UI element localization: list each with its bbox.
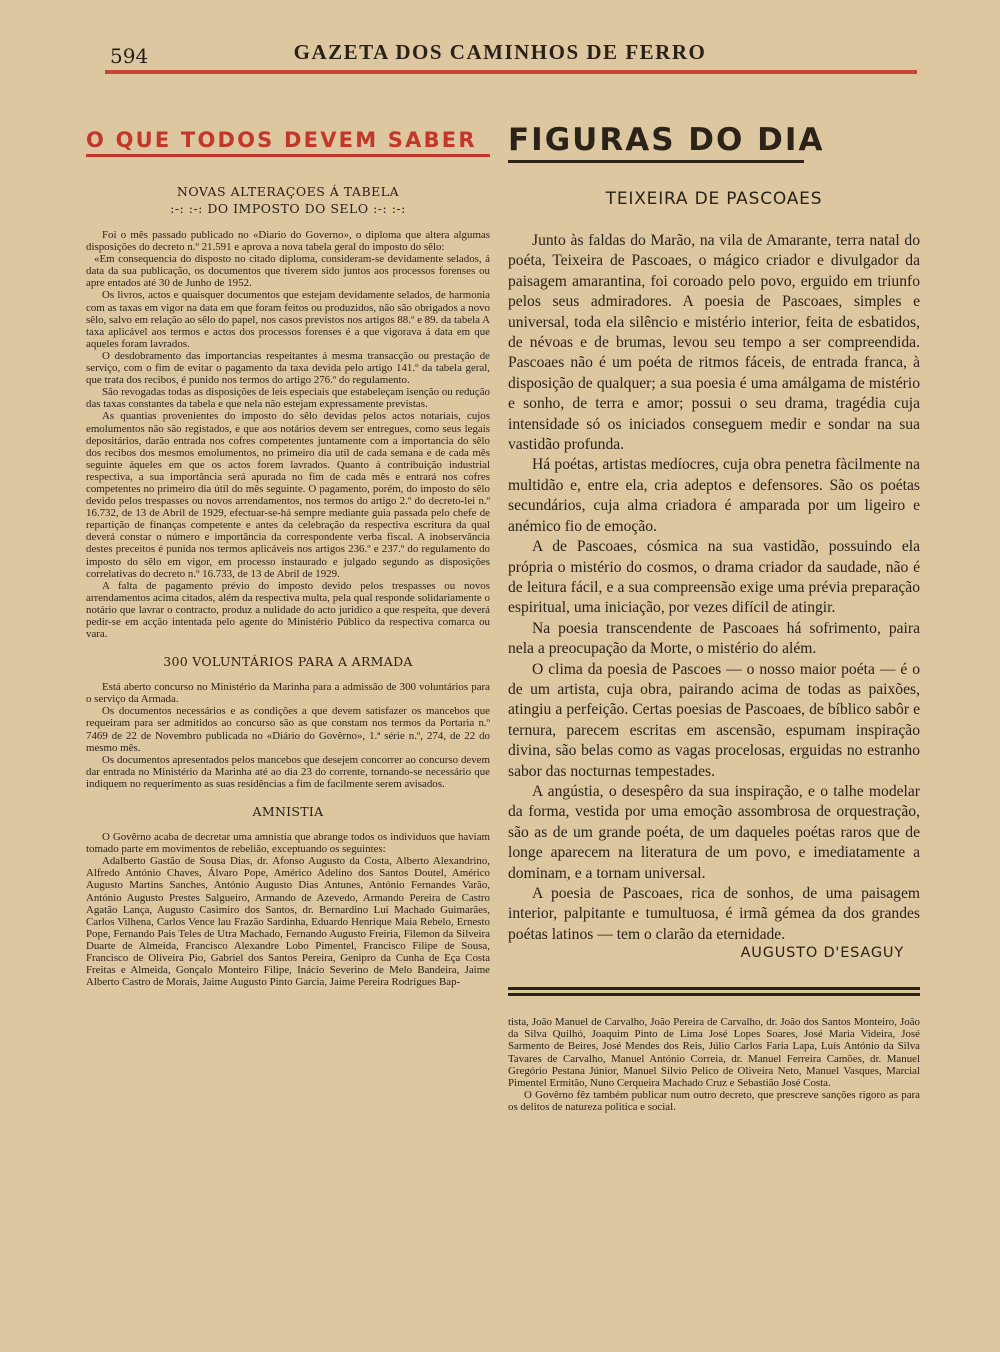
article-paragraph: O Govêrno acaba de decretar uma amnistia que abrange todos os individuos que haviam tomado parte em movimentos de rebelião, exceptuando os seguintes: — [86, 831, 490, 856]
left-column — [86, 128, 490, 988]
article-paragraph: Os livros, actos e quaisquer documentos que estejam devidamente selados, de harmonia com as taxas em vigor na data em que foram feitos ou produzidos, não são obrigados a novo sêlo, salvo em relação ao sêlo do papel, nos casos previstos nos artigos 88.º e 89. da tabela A taxa aplicável aos termos e actos dos processos forenses é a que vigorava á data em que aqueles foram lavrados. — [86, 289, 490, 350]
article-heading-teixeira: TEIXEIRA DE PASCOAES — [605, 189, 823, 209]
page-number: 594 — [110, 44, 149, 68]
article-paragraph: A de Pascoaes, cósmica na sua vastidão, possuindo ela própria o mistério do cosmos, o drama criador da saudade, não é de leitura fácil, e a sua compreensão exige uma prévia preparação espiritual, uma iniciação, por vezes difícil de atingir. — [508, 538, 920, 617]
article-paragraph: Os documentos necessários e as condições a que devem satisfazer os mancebos que requeiram para ser admitidos ao concurso são as que constam nos termos da Portaria n.º 7469 de 22 de Novembro publicada no «Diário do Govêrno», 1.ª série n.º, 274, de 22 do mesmo mês. — [86, 705, 490, 754]
double-rule-divider — [508, 987, 920, 996]
article-paragraph: A angústia, o desespêro da sua inspiração, e o talhe modelar da forma, vestida por uma emoção assombrosa de orquestração, são as de um grande poéta, de um daqueles poétas raros que de longe aparecem na literatura de um povo, e imediatamente a dominam, e a tornam universal. — [508, 782, 920, 882]
article-paragraph: Na poesia transcendente de Pascoaes há sofrimento, paira nela a preocupação da Morte, o mistério do além. — [508, 619, 920, 658]
article-paragraph: Junto às faldas do Marão, na vila de Amarante, terra natal do poéta, Teixeira de Pascoaes, o mágico criador e divulgador da paisagem amarantina, foi coroado pelo povo, erguido em triunfo pelos seus admiradores. A poesia de Pascoaes, simples e universal, toda ela silêncio e mistério interior, feita de esbatidos, de névoas e de brumas, levou seu tempo a ser compreendida. Pascoaes não é um poéta de ritmos fáceis, de entrada franca, à disposição de qualquer; a sua poesia é uma amálgama de mistério e sonho, de terra e amor; possui o seu drama, tragédia cuja intensidade só os iniciados conseguem medir e sondar na sua vastidão profunda. — [508, 232, 920, 454]
article-paragraph: A falta de pagamento prévio do imposto devido pelos trespasses ou novos arrendamentos acima citados, além da respectiva multa, pela qual responde solidariamente o notário que lavrar o contracto, produz a nulidade do acto juridico a que respeita, que deverá pedir-se em acção intentada pelo agente do Ministério Público da respectiva comarca ou vara. — [86, 579, 490, 641]
article-paragraph: São revogadas todas as disposições de leis especiais que estabeleçam isenção ou redução das taxas constantes da tabela e que nela não estejam expressamente previstas. — [86, 386, 490, 411]
article-paragraph: Adalberto Gastão de Sousa Dias, dr. Afonso Augusto da Costa, Alberto Alexandrino, Alfredo António Chaves, Álvaro Pope, Américo Adelino dos Santos Doutel, Américo Augusto Martins Sanches, António Augusto Dias Antunes, António Fernandes Varão, António Augusto Prestes Salgueiro, Armando de Azevedo, Armando Pereira de Castro Agatão Lança, Augusto Casimiro dos Santos, dr. Bernardino Luí Machado Guimarães, Carlos Vilhena, Carlos Vence lau Frazão Sardinha, Eduardo Henrique Maia Rebelo, Ernesto Pope, Fernando Pais Teles de Utra Machado, Fernando Augusto Freiria, Filemon da Silveira Duarte de Almeida, Francisco Alexandre Lobo Pimentel, Francisco Filipe de Sousa, Francisco de Oliveira Pio, Gabriel dos Santos Pereira, Genipro da Cunha de Eça Costa Freitas e Almeida, Gonçalo Monteiro Filipe, Inácio Severino de Melo Bandeira, Jaime Alberto Castro de Morais, Jaime Augusto Pinto Garcia, Jaime Pereira Rodrigues Bap- — [86, 855, 490, 989]
article-paragraph: tista, João Manuel de Carvalho, João Pereira de Carvalho, dr. João dos Santos Monteiro, João da Silva Quilhó, Joaquim Pinto de Lima José Lopes Soares, José Maria Videira, José Sarmento de Beires, José Mendes dos Reis, Júlio Carlos Faria Lapa, Luís António da Silva Tavares de Carvalho, Manuel António Correia, dr. Manuel Ferreira Camões, dr. Manuel Gregório Pestana Júnior, Manuel Silvio Pelico de Oliveira Neto, Manuel Vasques, Marcial Pimentel Ermitão, Nuno Cerqueira Machado Cruz e Sebastião José Costa. — [508, 1016, 920, 1089]
article-paragraph: Há poétas, artistas medíocres, cuja obra penetra fàcilmente na multidão e, entre ela, cria adeptos e defensores. São os poétas secundários, cuja alma criadora é amparada por um ligeiro e anémico fio de emoção. — [508, 456, 920, 535]
article-heading-selo-line1: NOVAS ALTERAÇOES Á TABELA — [176, 184, 400, 199]
publication-title: GAZETA DOS CAMINHOS DE FERRO — [293, 40, 707, 64]
article-paragraph: O clima da poesia de Pascoes — o nosso maior poéta — é o de um artista, cuja obra, pairando acima de todas as paixões, atingiu a perfeição. Certas poesias de Pascoaes, de bíblico sabôr e ternura, parecem escritas em ascensão, espumam inspiração divina, são belas como as vagas procelosas, erguidas no estranho sabor das nocturnas tempestades. — [508, 660, 920, 780]
article-paragraph: As quantias provenientes do imposto do sêlo devidas pelos actos notariais, cujos emolumentos não são registados, e que aos notários devem ser entregues, como seus legais depositários, darão entrada nos cofres competentes juntamente com a importancia do sêlo dos recibos dos mesmos emolumentos, no primeiro dia util de cada semana e de cada mês seguinte áqueles em que os actos forem lavrados. Quanto á contribuição industrial respectiva, a sua importância será apurada no fim de cada mês e entrará nos cofres competentes no primeiro dia útil do mês seguinte. O pagamento, porém, do imposto do sêlo devido pelos trespasses ou novos arrendamentos, nos termos do artigo 2.º do decreto-lei n.º 16.732, de 13 de Abril de 1929, efectuar-se-há sempre mediante guia passada pelo chefe de repartição de finanças competente e antes da celebração da respectiva escritura da qual deverá constar o número e importância da correspondente verba fiscal. A inobservância destes preceitos é punida nos termos aplicáveis nos artigos 236.º e 237.º do regulamento do imposto do sêlo em vigor, em processo instaurado e julgado segundo as disposições correlativas do decreto n.º 16.733, de 13 de Abril de 1929. — [86, 410, 490, 580]
article-paragraph: O desdobramento das importancias respeitantes á mesma transacção ou prestação de serviço, com o fim de evitar o pagamento da taxa devida pelo artigo 141.º da tabela geral, que trata dos recibos, é punido nos termos do artigo 276.º do regulamento. — [86, 349, 490, 387]
article-heading-selo-line2: :-: :-: DO IMPOSTO DO SELO :-: :-: — [170, 201, 406, 216]
article-paragraph: A poesia de Pascoaes, rica de sonhos, de uma paisagem interior, palpitante e tumultuosa, é irmã gémea da dos grandes poétas latinos — tem o clarão da eternidade. — [508, 885, 920, 943]
right-column — [508, 122, 920, 1113]
article-paragraph: Foi o mês passado publicado no «Diario do Governo», o diploma que altera algumas disposições do decreto n.º 21.591 e aprova a nova tabela geral do imposto do sêlo: — [86, 229, 490, 254]
article-paragraph: Os documentos apresentados pelos mancebos que desejem concorrer ao concurso devem dar entrada no Ministério da Marinha até ao dia 23 do corrente, tornando-se necessário que indiquem no requerimento as suas residências a fim de facilmente serem avisados. — [86, 753, 490, 790]
article-paragraph: «Em consequencia do disposto no citado diploma, consideram-se devidamente selados, á data da sua publicação, os documentos que tiverem sido juntos aos processos forenses ou apre entados até 30 de Junho de 1952. — [86, 253, 490, 290]
section-title-left: O QUE TODOS DEVEM SABER — [86, 128, 477, 152]
author-signature: AUGUSTO D'ESAGUY — [740, 945, 904, 962]
section-title-right: FIGURAS DO DIA — [508, 122, 825, 158]
article-heading-amnistia: AMNISTIA — [252, 804, 324, 820]
article-paragraph: O Govêrno fêz também publicar num outro decreto, que prescreve sanções rigoro as para os delitos de natureza politica e social. — [508, 1088, 920, 1113]
header-rule — [105, 70, 917, 74]
article-heading-armada: 300 VOLUNTÁRIOS PARA A ARMADA — [163, 654, 413, 670]
article-paragraph: Está aberto concurso no Ministério da Marinha para a admissão de 300 voluntários para o serviço da Armada. — [86, 681, 490, 706]
